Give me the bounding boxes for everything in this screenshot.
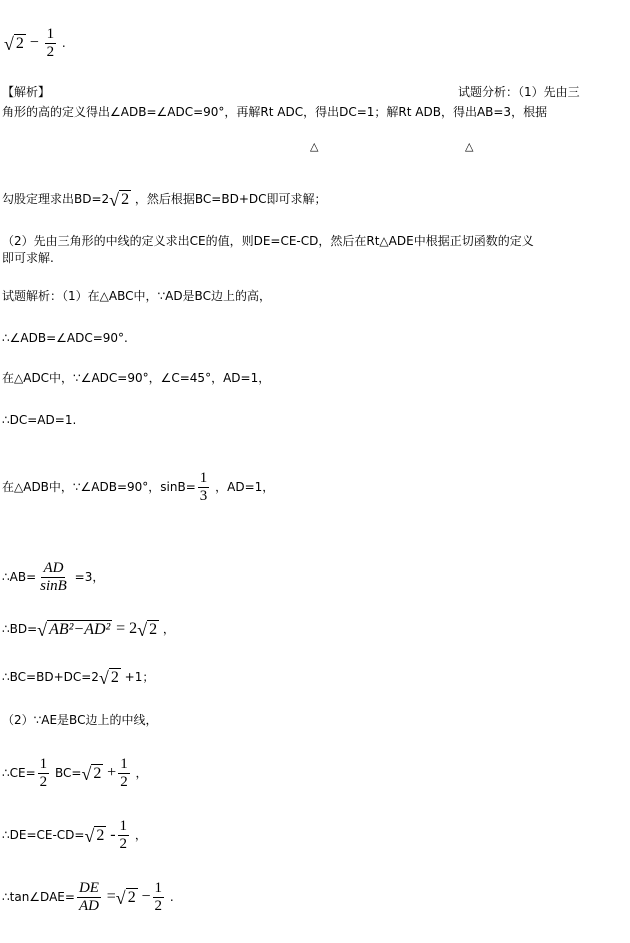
sqrt-2: √ 2 [115,888,136,908]
solution-step-8: （2）∵AE是BC边上的中线， [2,713,158,727]
analysis-part2-line-1: （2）先由三角形的中线的定义求出CE的值，则DE=CE-CD，然后在Rt△ADE中根据正切函数的定义 [2,234,534,248]
sqrt-2: √ 2 [137,620,158,640]
fraction-one-half: $\frac{1}{2}$ [154,880,163,914]
analysis-line-2: 角形的高的定义得出∠ADB=∠ADC=90°，再解Rt ADC，得出DC=1；解Rt ADB，得出AB=3，根据 [2,105,548,119]
solution-step-10: ∴DE=CE-CD= √ 2 - $\frac{1}{2}$ ， [2,818,147,852]
solution-step-3: ∴DC=AD=1. [2,413,77,427]
analysis-intro: 试题分析：（1）先由三 [458,85,580,99]
solution-step-5: ∴AB= $\frac{AD}{\sin B}$ =3， [2,560,105,594]
fraction-de-over-ad: $\frac{DE}{AD}$ [78,880,99,914]
analysis-header: 【解析】 [2,85,51,99]
sqrt-2: √ 2 [98,668,119,688]
sqrt-2: √ 2 [84,826,105,846]
solution-step-6: ∴BD= √ AB²−AD² = 2 √ 2 ， [2,620,175,640]
fraction-one-third: $\frac{1}{3}$ [199,470,208,504]
fraction-one-half: $\frac{1}{2}$ [39,756,48,790]
triangle-symbol-1: △ [310,140,319,153]
answer-expression [4,26,66,61]
sqrt-2: √ 2 [109,190,130,210]
solution-header: 试题解析：（1）在△ABC中，∵AD是BC边上的高， [2,289,271,303]
sqrt-ab2-ad2: √ AB²−AD² [37,620,111,640]
fraction-one-half: $\frac{1}{2}$ [46,26,55,60]
fraction-one-half: $\frac{1}{2}$ [119,818,128,852]
sqrt-2: √ 2 [4,34,24,54]
analysis-line-3: 勾股定理求出BD=2 √ 2 ，然后根据BC=BD+DC即可求解； [2,190,327,210]
solution-step-1: ∴∠ADB=∠ADC=90°. [2,331,128,345]
fraction-one-half: $\frac{1}{2}$ [120,756,128,790]
period: . [61,36,66,50]
minus-sign: − [29,34,39,51]
sqrt-2: √ 2 [81,764,102,784]
solution-step-2: 在△ADC中，∵∠ADC=90°，∠C=45°，AD=1， [2,371,271,385]
solution-step-7: ∴BC=BD+DC=2 √ 2 +1； [2,668,155,688]
triangle-symbol-2: △ [465,140,474,153]
fraction-ad-over-sinb: $\frac{AD}{\sin B}$ [40,560,67,594]
analysis-part2-line-2: 即可求解. [2,251,54,265]
solution-step-9: ∴CE= $\frac{1}{2}$ BC= √ 2 + $\frac{1}{2}$ ， [2,756,148,790]
solution-step-11: ∴tan∠DAE= $\frac{DE}{AD}$ = √ 2 − $\frac{1}{2}$ . [2,880,174,914]
solution-step-4: 在△ADB中，∵∠ADB=90°，sinB= $\frac{1}{3}$ ，AD=1， [2,470,275,504]
